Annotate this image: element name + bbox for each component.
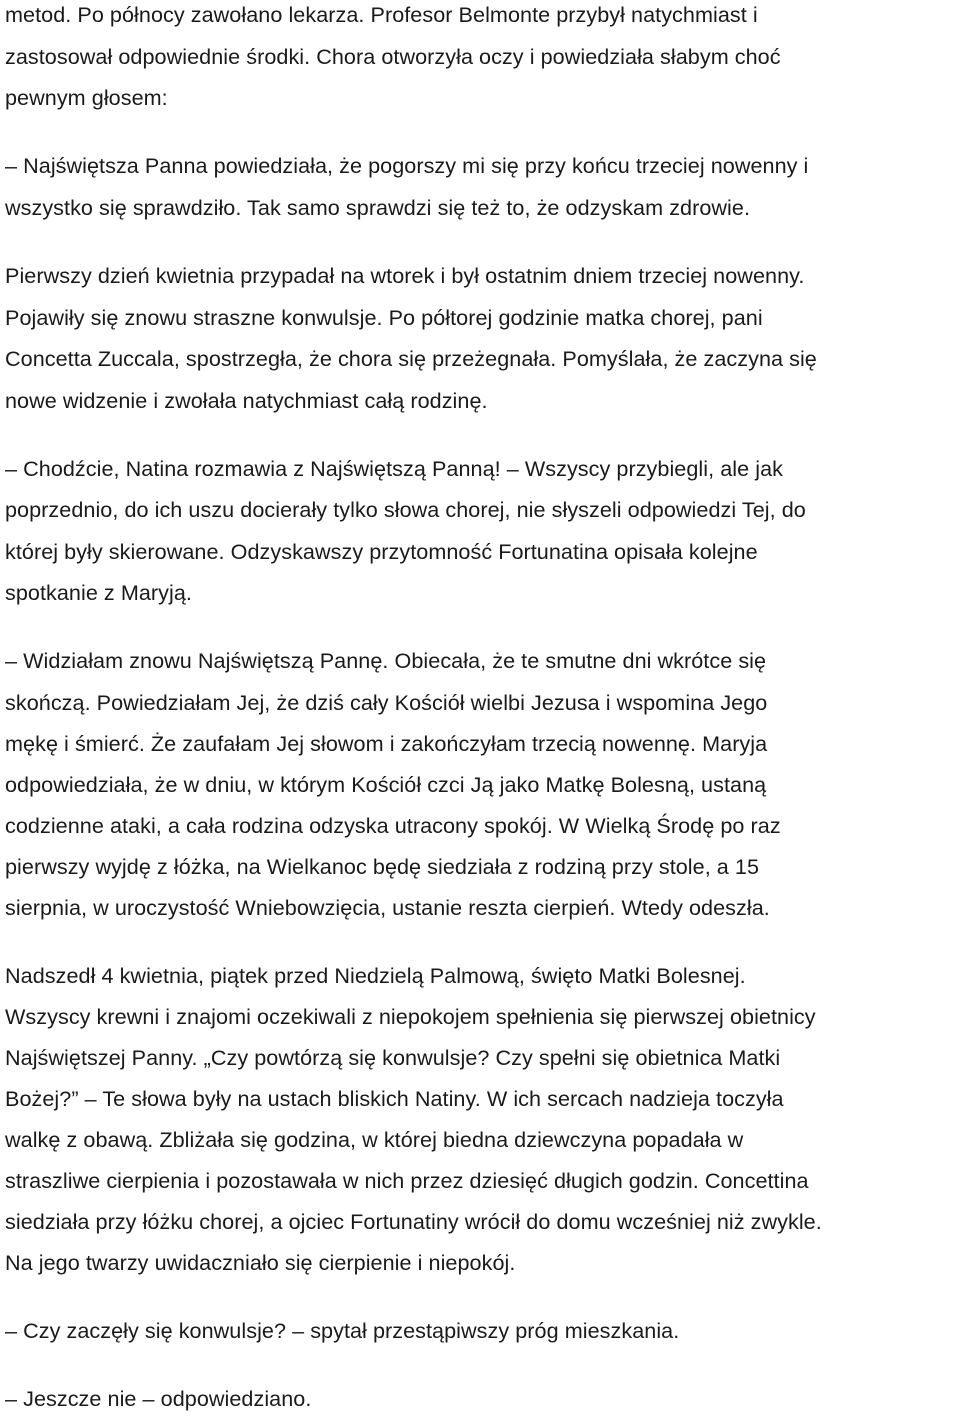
text-line: sierpnia, w uroczystość Wniebowzięcia, ustanie reszta cierpień. Wtedy odeszła. bbox=[5, 895, 770, 920]
text-line: Bożej?” – Te słowa były na ustach bliskich Natiny. W ich sercach nadzieja toczyła bbox=[5, 1086, 784, 1111]
text-line: – Chodźcie, Natina rozmawia z Najświętszą Panną! – Wszyscy przybiegli, ale jak bbox=[5, 456, 783, 481]
text-line: skończą. Powiedziałam Jej, że dziś cały Kościół wielbi Jezusa i wspomina Jego bbox=[5, 690, 768, 715]
text-line: straszliwe cierpienia i pozostawała w nich przez dziesięć długich godzin. Concettina bbox=[5, 1168, 809, 1193]
text-line: Najświętszej Panny. „Czy powtórzą się konwulsje? Czy spełni się obietnica Matki bbox=[5, 1045, 781, 1070]
text-line: metod. Po północy zawołano lekarza. Profesor Belmonte przybył natychmiast i bbox=[5, 2, 758, 27]
text-line: zastosował odpowiednie środki. Chora otworzyła oczy i powiedziała słabym choć bbox=[5, 44, 781, 69]
text-line: Pojawiły się znowu straszne konwulsje. Po półtorej godzinie matka chorej, pani bbox=[5, 305, 763, 330]
text-line: Concetta Zuccala, spostrzegła, że chora się przeżegnała. Pomyślała, że zaczyna się bbox=[5, 346, 817, 371]
text-line: codzienne ataki, a cała rodzina odzyska utracony spokój. W Wielką Środę po raz bbox=[5, 813, 781, 838]
text-line: odpowiedziała, że w dniu, w którym Kościół czci Ją jako Matkę Bolesną, ustaną bbox=[5, 772, 767, 797]
text-line: siedziała przy łóżku chorej, a ojciec Fortunatiny wrócił do domu wcześniej niż zwykle. bbox=[5, 1209, 822, 1234]
text-line: Wszyscy krewni i znajomi oczekiwali z niepokojem spełnienia się pierwszej obietnicy bbox=[5, 1004, 816, 1029]
text-line: pewnym głosem: bbox=[5, 85, 168, 110]
text-line: – Najświętsza Panna powiedziała, że pogorszy mi się przy końcu trzeciej nowenny i bbox=[5, 153, 809, 178]
text-line: Na jego twarzy uwidaczniało się cierpienie i niepokój. bbox=[5, 1250, 516, 1275]
text-line: Nadszedł 4 kwietnia, piątek przed Niedzielą Palmową, święto Matki Bolesnej. bbox=[5, 963, 746, 988]
text-line: której były skierowane. Odzyskawszy przytomność Fortunatina opisała kolejne bbox=[5, 539, 758, 564]
text-line: – Czy zaczęły się konwulsje? – spytał przestąpiwszy próg mieszkania. bbox=[5, 1318, 680, 1343]
text-line: spotkanie z Maryją. bbox=[5, 580, 192, 605]
text-line: Pierwszy dzień kwietnia przypadał na wtorek i był ostatnim dniem trzeciej nowenny. bbox=[5, 263, 805, 288]
text-line: nowe widzenie i zwołała natychmiast całą rodzinę. bbox=[5, 388, 488, 413]
text-line: poprzednio, do ich uszu docierały tylko słowa chorej, nie słyszeli odpowiedzi Tej, do bbox=[5, 497, 806, 522]
text-line: wszystko się sprawdziło. Tak samo sprawdzi się też to, że odzyskam zdrowie. bbox=[5, 195, 751, 220]
text-line: walkę z obawą. Zbliżała się godzina, w której biedna dziewczyna popadała w bbox=[5, 1127, 744, 1152]
text-line: pierwszy wyjdę z łóżka, na Wielkanoc będę siedziała z rodziną przy stole, a 15 bbox=[5, 854, 760, 879]
text-line: – Widziałam znowu Najświętszą Pannę. Obiecała, że te smutne dni wkrótce się bbox=[5, 648, 767, 673]
text-line: mękę i śmierć. Że zaufałam Jej słowom i zakończyłam trzecią nowennę. Maryja bbox=[5, 731, 768, 756]
text-line: – Jeszcze nie – odpowiedziano. bbox=[5, 1386, 312, 1411]
